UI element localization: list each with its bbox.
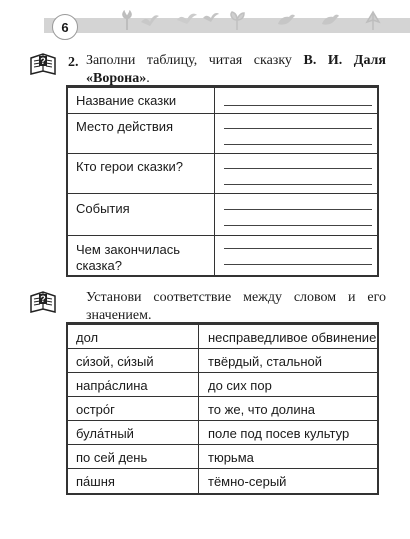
meaning-cell: до сих пор — [208, 378, 272, 393]
bird-icon — [202, 10, 220, 30]
word-cell: дол — [76, 330, 99, 345]
table-row — [68, 324, 377, 349]
bird-icon — [320, 10, 340, 30]
task-instruction: Установи соответствие между словом и его значением. — [86, 290, 386, 323]
bird-icon — [140, 10, 160, 30]
svg-text:?: ? — [40, 56, 46, 66]
meaning-cell: твёрдый, стальной — [208, 354, 323, 369]
book-icon — [30, 52, 56, 76]
task-instruction — [86, 52, 386, 88]
row-label: Место действия — [76, 119, 174, 134]
book-icon — [30, 290, 56, 314]
answer-line[interactable] — [224, 168, 372, 169]
task-number: 2. — [68, 55, 79, 70]
table-row — [68, 193, 377, 235]
meaning-cell: то же, что долина — [208, 402, 316, 417]
leaf-icon — [228, 10, 246, 30]
svg-text:?: ? — [40, 294, 46, 304]
word-cell: остро́г — [76, 402, 115, 417]
meaning-cell: несправедливое обвинение — [208, 330, 377, 345]
bird-icon — [176, 10, 198, 30]
table-row — [68, 396, 377, 421]
answer-line[interactable] — [224, 128, 372, 129]
table-row — [68, 348, 377, 373]
word-cell: си́зой, си́зый — [76, 354, 154, 369]
table-row — [68, 113, 377, 153]
row-label: События — [76, 201, 130, 216]
table-row — [68, 444, 377, 469]
word-cell: напра́слина — [76, 378, 148, 393]
table-row — [68, 235, 377, 275]
task-instruction-source: В. И. Даля «Ворона» — [86, 53, 386, 86]
leaf-icon — [364, 10, 382, 30]
answer-line[interactable] — [224, 225, 372, 226]
answer-line[interactable] — [224, 248, 372, 249]
snowdrop-icon — [118, 10, 136, 30]
meaning-cell: тюрьма — [208, 450, 254, 465]
row-label: Название сказки — [76, 93, 177, 108]
answer-line[interactable] — [224, 264, 372, 265]
answer-line[interactable] — [224, 209, 372, 210]
word-cell: по сей день — [76, 450, 148, 465]
task-instruction-text: Заполни таблицу, читая сказку — [86, 53, 304, 68]
bird-icon — [276, 10, 296, 30]
page-number: 6 — [52, 14, 78, 40]
table-row — [68, 153, 377, 193]
answer-line[interactable] — [224, 144, 372, 145]
matching-table — [66, 322, 379, 495]
meaning-cell: тёмно-серый — [208, 474, 287, 489]
table-row — [68, 420, 377, 445]
header-band — [44, 18, 410, 33]
fairytale-table — [66, 85, 379, 277]
row-label: Кто герои сказки? — [76, 159, 183, 174]
table-row — [68, 87, 377, 113]
word-cell: па́шня — [76, 474, 115, 489]
word-cell: була́тный — [76, 426, 134, 441]
task-instruction-end: . — [146, 71, 150, 86]
table-row — [68, 468, 377, 493]
row-label: Чем закончилась сказка? — [76, 242, 180, 273]
answer-line[interactable] — [224, 105, 372, 106]
answer-line[interactable] — [224, 184, 372, 185]
meaning-cell: поле под посев культур — [208, 426, 350, 441]
table-row — [68, 372, 377, 397]
